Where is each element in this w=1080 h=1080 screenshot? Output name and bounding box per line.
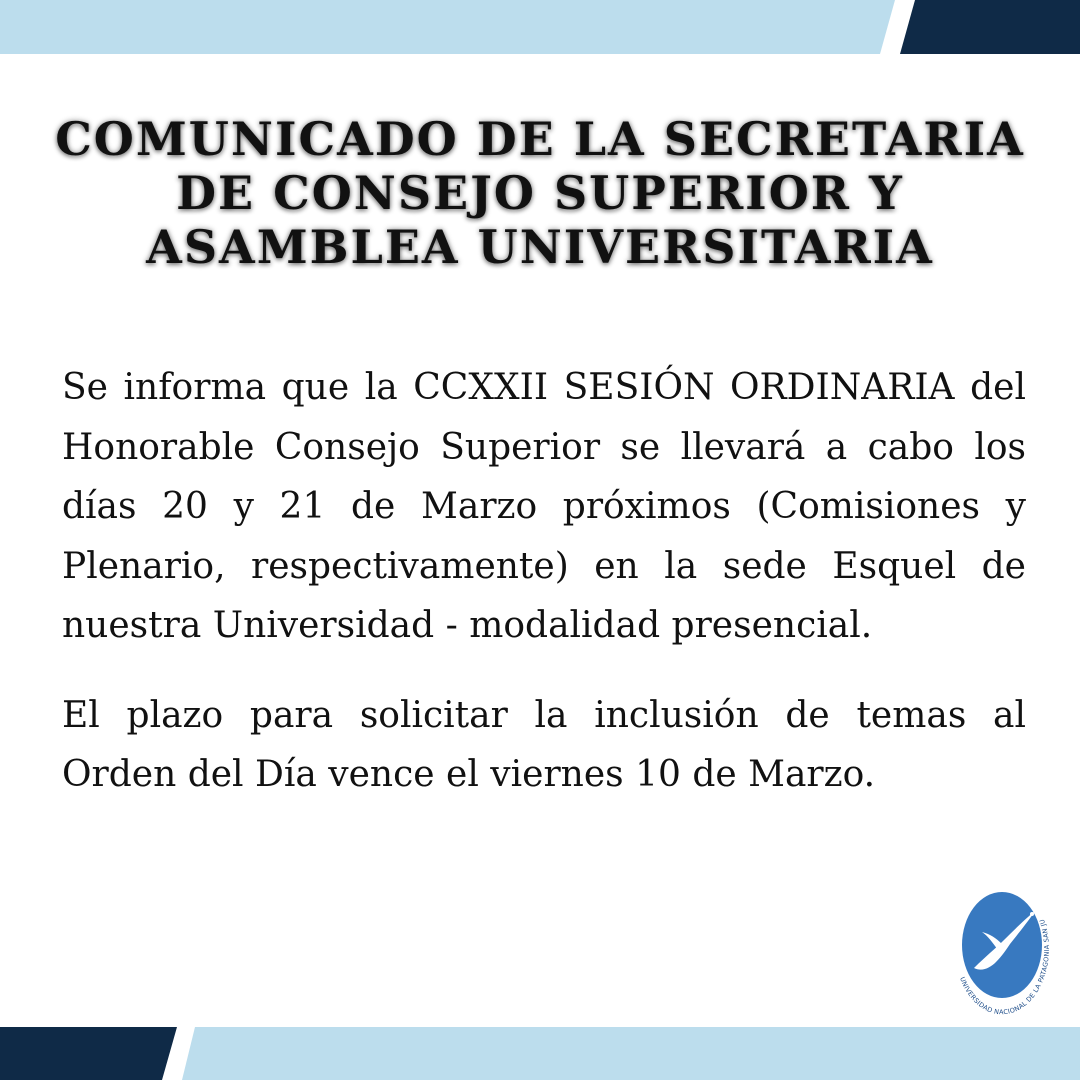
bottom-light-band (182, 1027, 1080, 1080)
bottom-dark-band (0, 1027, 177, 1080)
announcement-paragraph-2: El plazo para solicitar la inclusión de temas al Orden del Día vence el viernes 10 de Marzo. (62, 694, 1026, 795)
title-line-2: DE CONSEJO SUPERIOR Y (176, 166, 904, 220)
announcement-body (62, 358, 1026, 805)
announcement-paragraph-1: Se informa que la CCXXII SESIÓN ORDINARIA del Honorable Consejo Superior se llevará a cabo los días 20 y 21 de Marzo próximos (Comisiones y Plenario, respectivamente) en la sede Esquel de nuestra Universidad - modalidad presencial. (62, 367, 1026, 646)
top-dark-band (900, 0, 1080, 54)
albatross-seal-icon (952, 890, 1052, 1020)
logo-ring-text: UNIVERSIDAD NACIONAL DE LA PATAGONIA SAN JU (958, 917, 1051, 1017)
title-line-3: ASAMBLEA UNIVERSITARIA (146, 220, 934, 274)
title-line-1: COMUNICADO DE LA SECRETARIA (55, 112, 1025, 166)
page-title (20, 112, 1060, 274)
university-logo (952, 890, 1052, 1020)
top-light-band (0, 0, 895, 54)
